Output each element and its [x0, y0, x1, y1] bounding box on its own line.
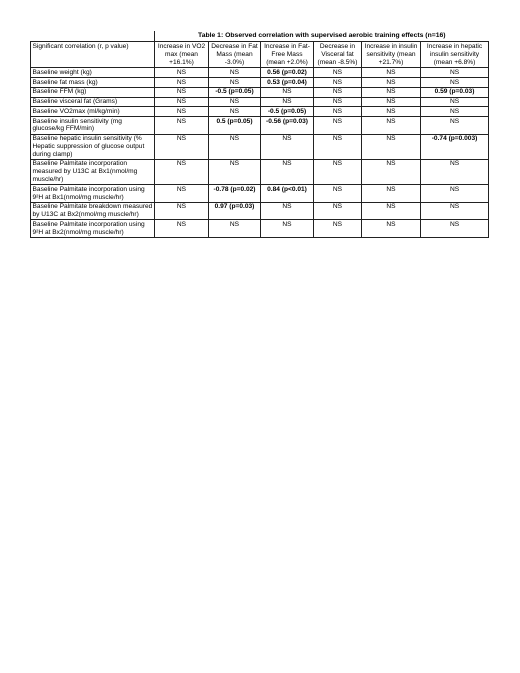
table-cell: -0.74 (p=0.003): [421, 134, 489, 159]
table-cell: NS: [421, 68, 489, 78]
table-cell: NS: [209, 134, 261, 159]
table-row: [31, 107, 489, 117]
table-cell: NS: [421, 159, 489, 184]
row-label: Baseline fat mass (kg): [31, 78, 155, 88]
table-cell: NS: [362, 97, 421, 107]
table-cell: NS: [362, 87, 421, 97]
table-cell: NS: [261, 202, 314, 220]
table-cell: 0.97 (p=0.03): [209, 202, 261, 220]
table-cell: NS: [362, 220, 421, 238]
column-header: Decrease in Fat Mass (mean -3.0%): [209, 42, 261, 68]
table-cell: NS: [421, 78, 489, 88]
table-cell: NS: [314, 117, 362, 135]
table-cell: NS: [362, 134, 421, 159]
column-header: Increase in Fat-Free Mass (mean +2.0%): [261, 42, 314, 68]
table-cell: NS: [209, 107, 261, 117]
column-header: Increase in VO2 max (mean +16.1%): [155, 42, 209, 68]
table-row: [31, 220, 489, 238]
table-cell: NS: [421, 220, 489, 238]
table-cell: 0.84 (p<0.01): [261, 185, 314, 203]
table-cell: NS: [209, 68, 261, 78]
table-row: [31, 78, 489, 88]
table-cell: NS: [362, 159, 421, 184]
table-cell: NS: [362, 202, 421, 220]
corner-label: Significant correlation (r, p value): [31, 42, 155, 68]
table-cell: 0.53 (p=0.04): [261, 78, 314, 88]
row-label: Baseline visceral fat (Grams): [31, 97, 155, 107]
table-cell: NS: [421, 202, 489, 220]
table-body: [31, 68, 489, 238]
table-cell: NS: [314, 185, 362, 203]
header-row: [31, 42, 489, 68]
table-cell: NS: [362, 185, 421, 203]
table-cell: NS: [314, 78, 362, 88]
table-cell: NS: [314, 97, 362, 107]
table-row: [31, 159, 489, 184]
table-cell: NS: [155, 220, 209, 238]
table-cell: NS: [314, 87, 362, 97]
table-cell: NS: [314, 134, 362, 159]
table-cell: NS: [362, 107, 421, 117]
table-cell: -0.78 (p=0.02): [209, 185, 261, 203]
table-title: Table 1: Observed correlation with supervised aerobic training effects (n=16): [155, 31, 489, 42]
table-cell: NS: [155, 117, 209, 135]
row-label: Baseline FFM (kg): [31, 87, 155, 97]
row-label: Baseline hepatic insulin sensitivity (% Hepatic suppression of glucose output during clamp): [31, 134, 155, 159]
table-cell: 0.59 (p=0.03): [421, 87, 489, 97]
table-cell: 0.56 (p=0.02): [261, 68, 314, 78]
row-label: Baseline Palmitate breakdown measured by U13C at Bx2(nmol/mg muscle/hr): [31, 202, 155, 220]
table-cell: NS: [155, 97, 209, 107]
table-row: [31, 185, 489, 203]
table-row: [31, 97, 489, 107]
table-cell: NS: [155, 78, 209, 88]
table-cell: NS: [421, 97, 489, 107]
row-label: Baseline Palmitate incorporation using 9²H at Bx1(nmol/mg muscle/hr): [31, 185, 155, 203]
table-cell: NS: [314, 202, 362, 220]
table-cell: NS: [261, 87, 314, 97]
table-cell: NS: [155, 68, 209, 78]
table-cell: NS: [261, 134, 314, 159]
table-cell: NS: [155, 107, 209, 117]
correlation-table: [30, 31, 489, 238]
table-cell: NS: [362, 78, 421, 88]
table-row: [31, 202, 489, 220]
title-corner: [31, 31, 155, 42]
table-cell: NS: [314, 107, 362, 117]
table-cell: NS: [155, 87, 209, 97]
table-cell: NS: [421, 185, 489, 203]
table-cell: NS: [155, 134, 209, 159]
table-cell: NS: [314, 68, 362, 78]
table-cell: NS: [209, 220, 261, 238]
table-cell: 0.5 (p=0.05): [209, 117, 261, 135]
table-cell: NS: [314, 159, 362, 184]
table-cell: NS: [155, 202, 209, 220]
table-cell: NS: [261, 159, 314, 184]
table-cell: NS: [421, 107, 489, 117]
table-cell: NS: [261, 220, 314, 238]
row-label: Baseline Palmitate incorporation using 9²H at Bx2(nmol/mg muscle/hr): [31, 220, 155, 238]
row-label: Baseline VO2max (ml/kg/min): [31, 107, 155, 117]
table-cell: -0.56 (p=0.03): [261, 117, 314, 135]
row-label: Baseline Palmitate incorporation measured by U13C at Bx1(nmol/mg muscle/hr): [31, 159, 155, 184]
table-row: [31, 117, 489, 135]
row-label: Baseline weight (kg): [31, 68, 155, 78]
table-cell: NS: [209, 78, 261, 88]
title-row: [31, 31, 489, 42]
table-cell: NS: [362, 68, 421, 78]
table-cell: NS: [261, 97, 314, 107]
table-row: [31, 68, 489, 78]
table-cell: -0.5 (p=0.05): [209, 87, 261, 97]
column-header: Increase in insulin sensitivity (mean +21.7%): [362, 42, 421, 68]
table-cell: NS: [421, 117, 489, 135]
table-cell: NS: [209, 159, 261, 184]
table-cell: NS: [362, 117, 421, 135]
table-cell: NS: [155, 159, 209, 184]
table-cell: NS: [209, 97, 261, 107]
table-cell: NS: [314, 220, 362, 238]
table-row: [31, 134, 489, 159]
table-cell: NS: [155, 185, 209, 203]
row-label: Baseline insulin sensitivity (mg glucose/kg FFM/min): [31, 117, 155, 135]
table-row: [31, 87, 489, 97]
column-header: Increase in hepatic insulin sensitivity (mean +6.8%): [421, 42, 489, 68]
column-header: Decrease in Visceral fat (mean -8.5%): [314, 42, 362, 68]
table-cell: -0.5 (p=0.05): [261, 107, 314, 117]
